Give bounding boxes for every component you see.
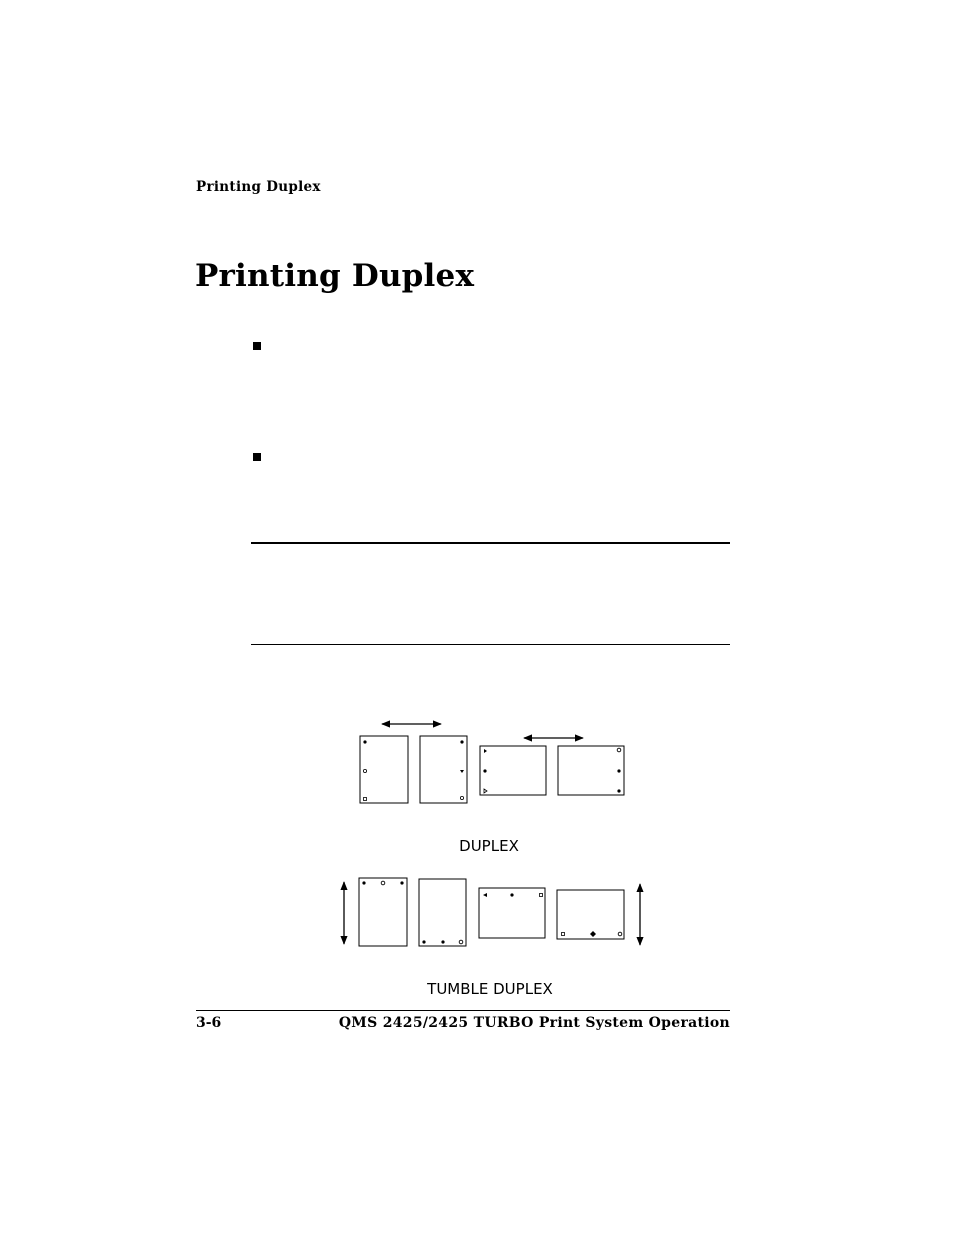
- duplex-portrait-front-page: [360, 736, 408, 803]
- page-number: 3-6: [196, 1015, 222, 1031]
- duplex-landscape-front-page: [480, 746, 546, 795]
- tumble-portrait-back-page: [419, 879, 466, 946]
- footer-doc-title: QMS 2425/2425 TURBO Print System Operation: [338, 1015, 730, 1031]
- tumble-landscape-front-page: [479, 888, 545, 938]
- bullet-2: [253, 453, 261, 461]
- page-title: Printing Duplex: [195, 258, 475, 294]
- tumble-portrait-front-page: [359, 878, 407, 946]
- bullet-1: [253, 342, 261, 350]
- running-head: Printing Duplex: [196, 179, 321, 195]
- tumble-landscape-back-page: [557, 890, 624, 939]
- duplex-landscape-back-page: [558, 746, 624, 795]
- duplex-portrait-back-page: [420, 736, 467, 803]
- tumble-duplex-label: TUMBLE DUPLEX: [427, 980, 553, 998]
- note-rule-bottom: [251, 644, 730, 645]
- footer-rule: [196, 1010, 730, 1011]
- duplex-diagram: [330, 712, 660, 1002]
- note-rule-top: [251, 542, 730, 544]
- duplex-label: DUPLEX: [459, 837, 519, 855]
- duplex-figure: [330, 712, 660, 1002]
